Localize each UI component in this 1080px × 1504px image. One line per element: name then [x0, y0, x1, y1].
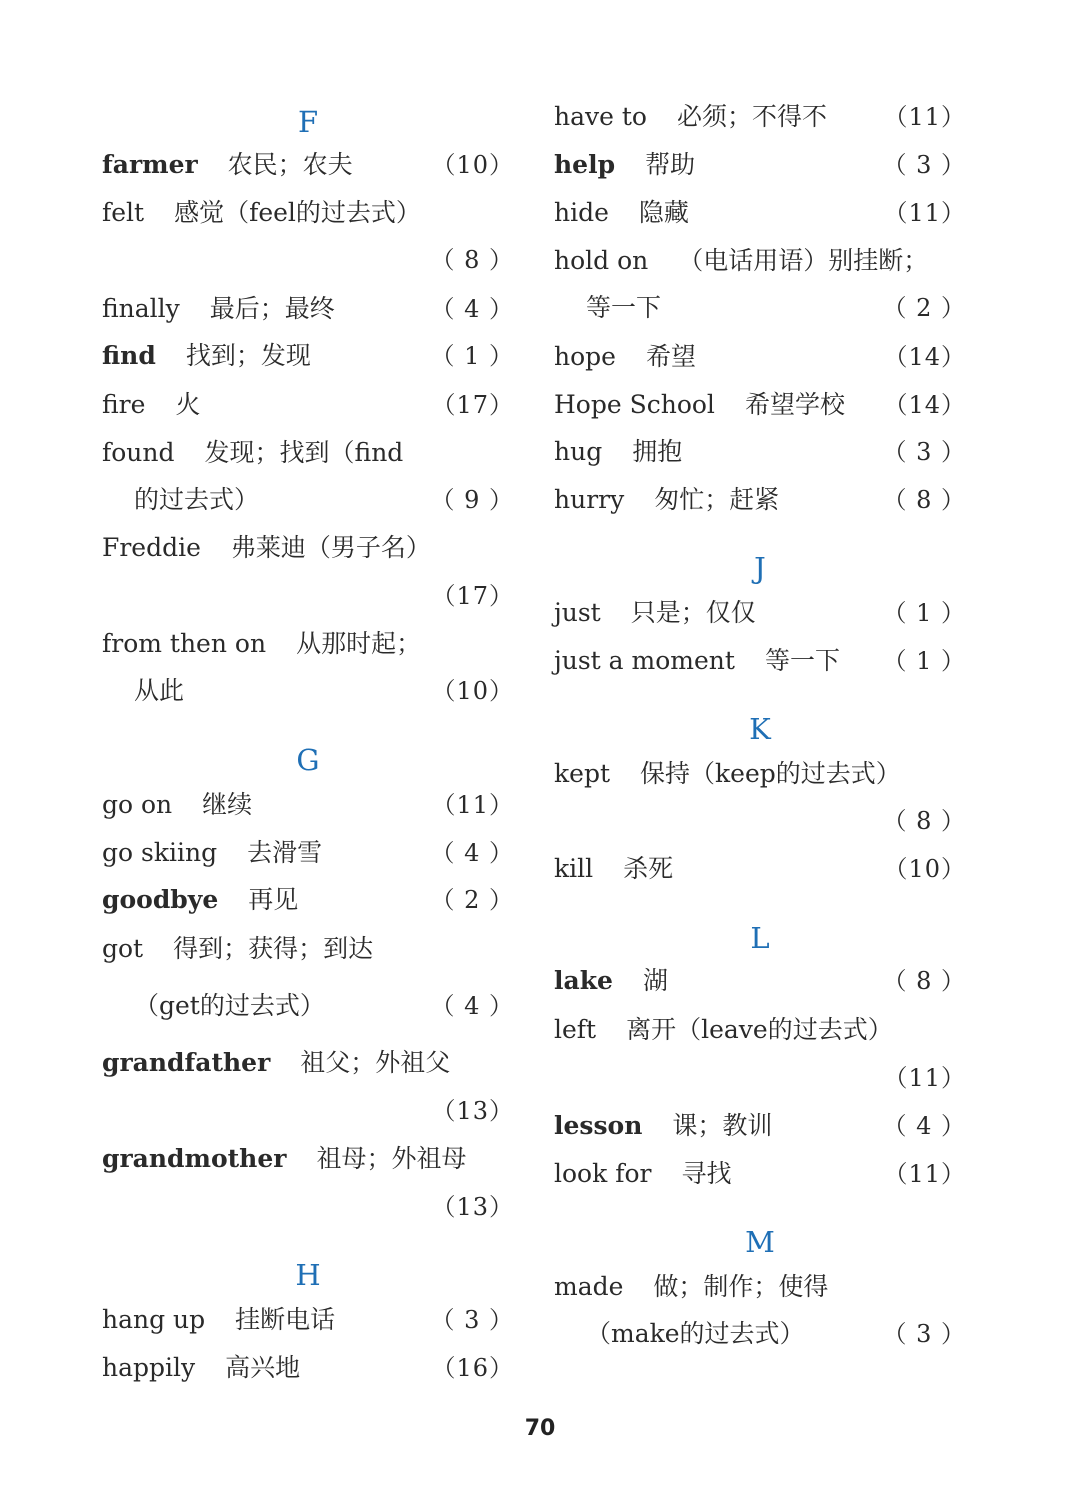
- entry-word: just a moment: [554, 646, 735, 675]
- entry-line: [102, 243, 514, 277]
- section-letter: F: [297, 105, 319, 139]
- entry-line: [102, 836, 514, 870]
- entry-meaning: 火: [175, 390, 201, 419]
- entry-lesson-ref: （ 9 ）: [430, 486, 514, 514]
- entry-word: Freddie: [102, 533, 201, 562]
- entry-word: have to: [554, 102, 647, 131]
- entry-meaning: 找到；发现: [185, 341, 311, 370]
- entry-lesson-ref: （ 8 ）: [430, 246, 514, 274]
- entry-meaning: 祖父；外祖父: [300, 1048, 451, 1077]
- entry-lesson-ref: （ 8 ）: [882, 486, 966, 514]
- entry-word: go skiing: [102, 838, 218, 867]
- entry-meaning: 再见: [248, 885, 299, 914]
- entry-meaning: 等一下: [586, 293, 662, 322]
- entry-lesson-ref: （11）: [883, 103, 966, 131]
- entry-word: hang up: [102, 1305, 206, 1334]
- entry-meaning: 拥抱: [632, 437, 683, 466]
- entry-line: [102, 989, 514, 1023]
- entry-line: [102, 388, 514, 422]
- entry-lesson-ref: （10）: [883, 855, 966, 883]
- entry-meaning: 离开（leave的过去式）: [626, 1015, 893, 1044]
- entry-lesson-ref: （ 2 ）: [882, 294, 966, 322]
- entry-lesson-ref: （ 1 ）: [430, 342, 514, 370]
- entry-word: finally: [102, 294, 180, 323]
- entry-lesson-ref: （ 4 ）: [430, 295, 514, 323]
- entry-lesson-ref: （11）: [883, 1064, 966, 1092]
- entry-word: from then on: [102, 629, 267, 658]
- entry-word: got: [102, 934, 144, 963]
- entry-line: [554, 435, 966, 469]
- entry-lesson-ref: （ 8 ）: [882, 807, 966, 835]
- entry-lesson-ref: （ 4 ）: [430, 992, 514, 1020]
- entry-lesson-ref: （13）: [431, 1097, 514, 1125]
- entry-lesson-ref: （11）: [883, 1160, 966, 1188]
- entry-line: [102, 674, 514, 708]
- section-letter: L: [750, 921, 770, 955]
- entry-line: [102, 292, 514, 326]
- entry-meaning: 高兴地: [225, 1353, 301, 1382]
- entry-line: [554, 804, 966, 838]
- entry-meaning: 杀死: [623, 854, 674, 883]
- section-letter: K: [749, 712, 771, 746]
- entry-line: [554, 483, 966, 517]
- entry-line: [554, 1061, 966, 1095]
- entry-lesson-ref: （ 1 ）: [882, 599, 966, 627]
- entry-meaning: 希望学校: [744, 390, 845, 419]
- entry-word: farmer: [102, 150, 198, 179]
- entry-meaning: 等一下: [764, 646, 840, 675]
- section-letter: M: [745, 1225, 775, 1259]
- entry-meaning: 弗莱迪（男子名）: [230, 533, 431, 562]
- entry-lesson-ref: （ 3 ）: [882, 438, 966, 466]
- entry-word: found: [102, 438, 175, 467]
- entry-word: hurry: [554, 485, 625, 514]
- entry-line: [102, 196, 514, 230]
- entry-word: left: [554, 1015, 597, 1044]
- entry-lesson-ref: （13）: [431, 1193, 514, 1221]
- entry-line: [102, 1351, 514, 1385]
- entry-line: [554, 1270, 966, 1304]
- entry-word: look for: [554, 1159, 652, 1188]
- entry-line: [554, 244, 966, 278]
- entry-line: [102, 1142, 514, 1176]
- entry-lesson-ref: （16）: [431, 1354, 514, 1382]
- entry-word: hope: [554, 342, 616, 371]
- entry-lesson-ref: （ 8 ）: [882, 967, 966, 995]
- entry-meaning: 最后；最终: [209, 294, 335, 323]
- entry-line: [102, 339, 514, 373]
- entry-word: goodbye: [102, 885, 219, 914]
- entry-word: kill: [554, 854, 594, 883]
- entry-meaning: 感觉（feel的过去式）: [174, 198, 421, 227]
- entry-line: [554, 340, 966, 374]
- entry-meaning: 发现；找到（find: [204, 438, 404, 467]
- entry-lesson-ref: （ 3 ）: [882, 151, 966, 179]
- entry-meaning: 祖母；外祖母: [316, 1144, 467, 1173]
- entry-line: [554, 964, 966, 998]
- entry-word: help: [554, 150, 616, 179]
- entry-lesson-ref: （11）: [431, 791, 514, 819]
- entry-word: Hope School: [554, 390, 715, 419]
- entry-word: hug: [554, 437, 603, 466]
- entry-line: [102, 436, 514, 470]
- entry-line: [102, 1190, 514, 1224]
- entry-meaning: （电话用语）别挂断；: [678, 246, 929, 275]
- entry-meaning: 湖: [642, 966, 668, 995]
- entry-line: [554, 196, 966, 230]
- entry-line: [102, 1094, 514, 1128]
- entry-word: hold on: [554, 246, 649, 275]
- entry-lesson-ref: （17）: [431, 391, 514, 419]
- entry-meaning: 做；制作；使得: [653, 1272, 829, 1301]
- entry-word: kept: [554, 759, 610, 788]
- entry-meaning: 的过去式）: [134, 485, 260, 514]
- entry-line: [554, 1157, 966, 1191]
- entry-line: [102, 932, 514, 966]
- entry-line: [102, 531, 514, 565]
- entry-line: [554, 388, 966, 422]
- entry-meaning: 得到；获得；到达: [173, 934, 374, 963]
- entry-lesson-ref: （10）: [431, 151, 514, 179]
- entry-line: [554, 148, 966, 182]
- entry-meaning: 去滑雪: [247, 838, 323, 867]
- entry-lesson-ref: （ 4 ）: [430, 839, 514, 867]
- entry-word: happily: [102, 1353, 196, 1382]
- entry-meaning: 寻找: [681, 1159, 732, 1188]
- section-letter: G: [296, 743, 320, 777]
- entry-lesson-ref: （14）: [883, 391, 966, 419]
- entry-meaning: 隐藏: [638, 198, 689, 227]
- section-letter: J: [754, 551, 766, 585]
- entry-lesson-ref: （10）: [431, 677, 514, 705]
- entry-lesson-ref: （17）: [431, 582, 514, 610]
- page-number: 70: [524, 1416, 556, 1441]
- entry-line: [554, 852, 966, 886]
- entry-line: [102, 1303, 514, 1337]
- entry-meaning: 希望: [645, 342, 696, 371]
- entry-meaning: 必须；不得不: [676, 102, 827, 131]
- entry-line: [554, 644, 966, 678]
- entry-lesson-ref: （14）: [883, 343, 966, 371]
- entry-meaning: 从那时起；: [296, 629, 422, 658]
- entry-lesson-ref: （ 1 ）: [882, 647, 966, 675]
- entry-meaning: 从此: [134, 676, 185, 705]
- entry-line: [102, 788, 514, 822]
- entry-line: [102, 627, 514, 661]
- entry-line: [554, 100, 966, 134]
- entry-meaning: （get的过去式）: [134, 991, 325, 1020]
- entry-word: hide: [554, 198, 609, 227]
- entry-line: [102, 148, 514, 182]
- entry-meaning: （make的过去式）: [586, 1319, 805, 1348]
- entry-line: [554, 1317, 966, 1351]
- entry-word: find: [102, 341, 156, 370]
- entry-lesson-ref: （ 3 ）: [430, 1306, 514, 1334]
- entry-lesson-ref: （11）: [883, 199, 966, 227]
- entry-meaning: 匆忙；赶紧: [654, 485, 780, 514]
- entry-meaning: 只是；仅仅: [630, 598, 756, 627]
- entry-line: [554, 291, 966, 325]
- entry-word: fire: [102, 390, 146, 419]
- entry-word: just: [554, 598, 601, 627]
- entry-meaning: 课；教训: [672, 1111, 773, 1140]
- entry-word: go on: [102, 790, 173, 819]
- entry-word: made: [554, 1272, 624, 1301]
- entry-meaning: 保持（keep的过去式）: [640, 759, 901, 788]
- entry-word: lake: [554, 966, 613, 995]
- entry-line: [554, 1013, 966, 1047]
- entry-word: grandmother: [102, 1144, 287, 1173]
- entry-line: [102, 883, 514, 917]
- entry-line: [554, 1109, 966, 1143]
- entry-lesson-ref: （ 3 ）: [882, 1320, 966, 1348]
- entry-meaning: 帮助: [645, 150, 696, 179]
- entry-line: [102, 483, 514, 517]
- entry-word: felt: [102, 198, 145, 227]
- entry-meaning: 挂断电话: [235, 1305, 336, 1334]
- entry-lesson-ref: （ 4 ）: [882, 1112, 966, 1140]
- entry-line: [102, 1046, 514, 1080]
- entry-line: [554, 757, 966, 791]
- entry-line: [554, 596, 966, 630]
- entry-line: [102, 579, 514, 613]
- entry-word: lesson: [554, 1111, 643, 1140]
- section-letter: H: [295, 1258, 321, 1292]
- entry-meaning: 继续: [202, 790, 253, 819]
- entry-lesson-ref: （ 2 ）: [430, 886, 514, 914]
- entry-word: grandfather: [102, 1048, 271, 1077]
- entry-meaning: 农民；农夫: [227, 150, 353, 179]
